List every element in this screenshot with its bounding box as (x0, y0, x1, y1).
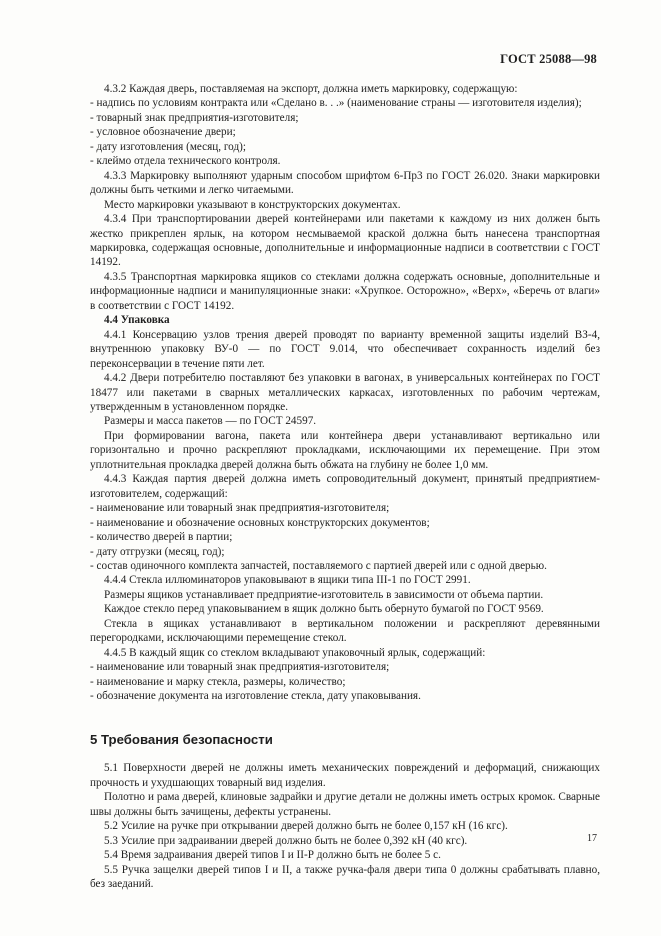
list-item: - наименование и обозначение основных конструкторских документов; (90, 516, 430, 529)
paragraph-4-4-3: 4.4.3 Каждая партия дверей должна иметь сопроводительный документ, принятый предприятием-изготовителем, содержащий: (90, 473, 600, 500)
paragraph: Каждое стекло перед упаковыванием в ящик должно быть обернуто бумагой по ГОСТ 9569. (104, 603, 544, 616)
subsection-title-4-4: 4.4 Упаковка (104, 314, 170, 327)
paragraph-5-2: 5.2 Усилие на ручке при открывании дверей должно быть не более 0,157 кН (16 кгс). (104, 820, 508, 833)
document-body (90, 82, 600, 892)
document-header: ГОСТ 25088—98 (500, 52, 597, 66)
paragraph-5-4: 5.4 Время задраивания дверей типов I и II-Р должно быть не более 5 с. (104, 849, 441, 862)
paragraph-4-3-5: 4.3.5 Транспортная маркировка ящиков со стеклами должна содержать основные, дополнительные и информационные надписи и манипуляционные знаки: «Хрупкое. Осторожно», «Верх», «Беречь от влаги» в соответствии с ГОСТ 14192. (90, 270, 600, 312)
list-item: - наименование и марку стекла, размеры, количество; (90, 675, 346, 688)
paragraph: При формировании вагона, пакета или контейнера двери устанавливают вертикально или горизонтально и прочно раскрепляют прокладками, исключающими их перемещение. При этом уплотнительная прокладка дверей должна быть обжата на глубину не более 1,0 мм. (90, 429, 600, 471)
paragraph-4-4-4: 4.4.4 Стекла иллюминаторов упаковывают в ящики типа III-1 по ГОСТ 2991. (104, 574, 471, 587)
paragraph-5-1: 5.1 Поверхности дверей не должны иметь механических повреждений и деформаций, снижающих прочность и ухудшающих товарный вид изделия. (90, 762, 600, 789)
list-item: - надпись по условиям контракта или «Сделано в. . .» (наименование страны — изготовителя изделия); (90, 97, 582, 110)
paragraph: Стекла в ящиках устанавливают в вертикальном положении и раскрепляют деревянными перегородками, исключающими перемещение стекол. (90, 617, 600, 645)
paragraph-4-3-4: 4.3.4 При транспортировании дверей контейнерами или пакетами к каждому из них должен быть жестко прикреплен ярлык, на котором несмываемой краской должна быть нанесена транспортная маркировка, содержащая основные, дополнительные и информационные надписи в соответствии с ГОСТ 14192. (90, 213, 600, 269)
paragraph-5-3: 5.3 Усилие при задраивании дверей должно быть не более 0,392 кН (40 кгс). (104, 834, 468, 847)
list-item: - количество дверей в партии; (90, 531, 233, 544)
paragraph-4-4-1: 4.4.1 Консервацию узлов трения дверей проводят по варианту временной защиты изделий ВЗ-4, внутреннюю упаковку ВУ-0 — по ГОСТ 9.014, что обеспечивает сохранность изделий без переконсервации в течение пяти лет. (90, 328, 600, 370)
paragraph-4-3-3: 4.3.3 Маркировку выполняют ударным способом шрифтом 6-Пр3 по ГОСТ 26.020. Знаки маркировки должны быть четкими и легко читаемыми. (90, 169, 600, 197)
list-item: - наименование или товарный знак предприятия-изготовителя; (90, 661, 390, 674)
paragraph-4-4-2: 4.4.2 Двери потребителю поставляют без упаковки в вагонах, в универсальных контейнерах по ГОСТ 18477 или пакетами в сварных металлических каркасах, изготовленных по рабочим чертежам, утвержденным в установленном порядке. (90, 372, 600, 413)
list-item: - дату изготовления (месяц, год); (90, 140, 246, 153)
list-item: - наименование или товарный знак предприятия-изготовителя; (90, 502, 390, 515)
page-number: 17 (587, 833, 597, 844)
paragraph-4-3-2: 4.3.2 Каждая дверь, поставляемая на экспорт, должна иметь маркировку, содержащую: (104, 83, 518, 95)
paragraph: Полотно и рама дверей, клиновые задрайки и другие детали не должны иметь острых кромок. Сварные швы должны быть зачищены, дефекты устранены. (90, 791, 600, 818)
section-title-5: 5 Требования безопасности (90, 732, 273, 748)
list-item: - состав одиночного комплекта запчастей, поставляемого с партией дверей или с одной дверью. (90, 559, 547, 572)
paragraph: Место маркировки указывают в конструкторских документах. (104, 198, 401, 211)
list-item: - клеймо отдела технического контроля. (90, 155, 281, 168)
paragraph-4-4-5: 4.4.5 В каждый ящик со стеклом вкладывают упаковочный ярлык, содержащий: (104, 646, 486, 659)
paragraph: Размеры и масса пакетов — по ГОСТ 24597. (104, 415, 317, 428)
list-item: - обозначение документа на изготовление стекла, дату упаковывания. (90, 690, 421, 703)
paragraph: Размеры ящиков устанавливает предприятие-изготовитель в зависимости от объема партии. (104, 588, 544, 601)
list-item: - условное обозначение двери; (90, 126, 236, 139)
list-item: - дату отгрузки (месяц, год); (90, 545, 225, 558)
paragraph-5-5: 5.5 Ручка защелки дверей типов I и II, а также ручка-фаля двери типа 0 должны срабатывать плавно, без заеданий. (90, 863, 600, 891)
list-item: - товарный знак предприятия-изготовителя; (90, 111, 299, 124)
